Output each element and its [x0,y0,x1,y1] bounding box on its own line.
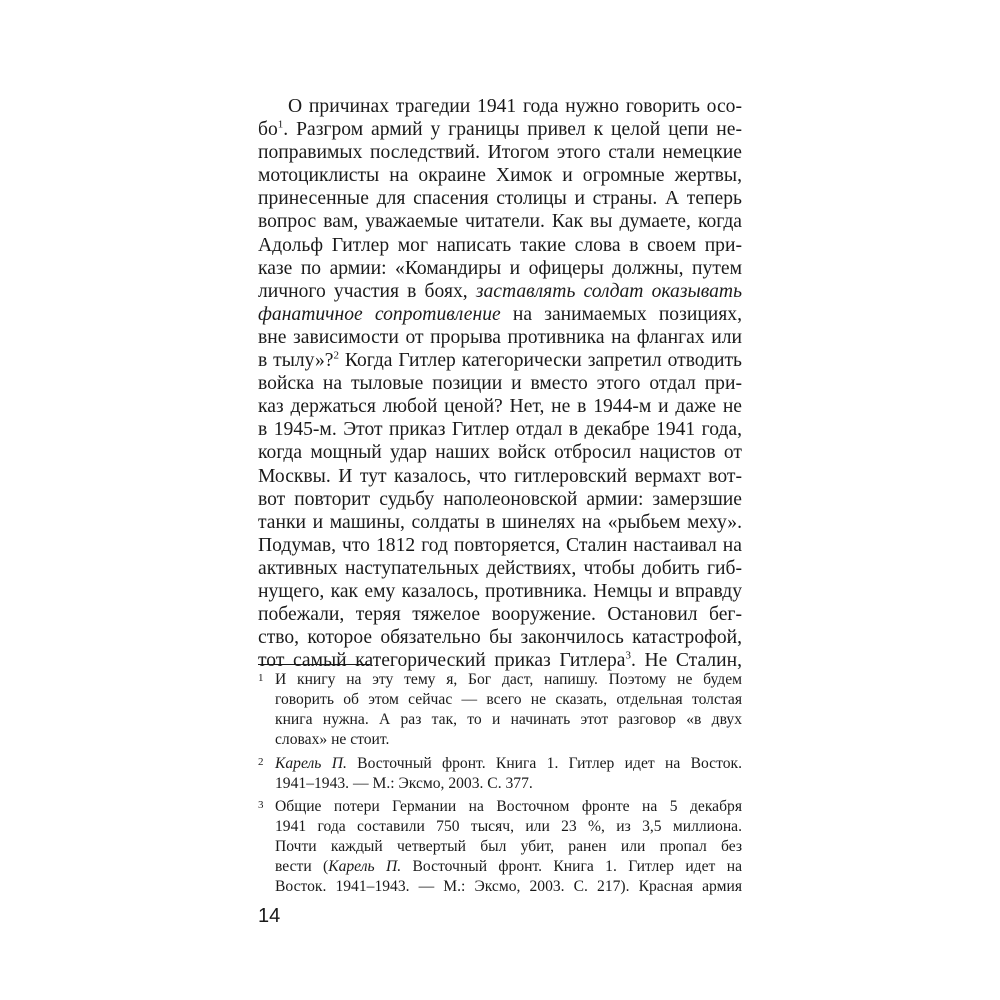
footnote-line: вести (Карель П. Восточный фронт. Книга 1. Гитлер идет на [275,858,742,876]
text-line: поправимых последствий. Итогом этого стали немецкие [258,142,742,164]
footnote-line: Общие потери Германии на Восточном фронте на 5 декабря [275,798,742,816]
footnote-number: 3 [258,799,264,812]
text-line: $бо^1$. Разгром армий у границы привел к целой цепи не- [258,118,742,141]
text-line: ство, которое обязательно бы закончилось катастрофой, [258,627,742,649]
footnote-ref-1[interactable]: 1 [277,118,284,131]
footnotes [258,670,742,901]
footnote-line: Почти каждый четвертый был убит, ранен или пропал без [275,838,742,856]
page-number: 14 [258,905,281,927]
text-line: казе по армии: «Командиры и офицеры должны, путем [258,257,742,279]
text-line: в тылу»?$^2$ Когда Гитлер категорически запретил отводить [258,349,742,372]
footnote-author: Карель П. [328,858,402,876]
footnote-1 [258,670,742,750]
text-line: фанатичное сопротивление на занимаемых позициях, [258,303,743,325]
text-line: каз держаться любой ценой? Нет, не в 1944-м и даже не [258,396,742,418]
footnote-line: И книгу на эту тему я, Бог даст, напишу. Поэтому не будем [275,671,742,688]
text-line: тот самый категорический приказ Гитлера$^3$. Не Сталин, [258,649,742,672]
footnote-line: книга нужна. А раз так, то и начинать этот разговор «в двух [275,710,742,728]
footnote-line: 1941–1943. — М.: Эксмо, 2003. С. 377. [275,774,533,792]
main-text [258,95,742,672]
text-line: вот повторит судьбу наполеоновской армии: замерзшие [258,488,742,510]
text-line: Москвы. И тут казалось, что гитлеровский вермахт вот- [258,465,742,487]
footnote-divider [258,664,370,665]
emphasis-text: фанатичное сопротивление [258,303,501,325]
text-line: личного участия в боях, заставлять солдат оказывать [258,280,743,302]
footnote-3 [258,797,742,897]
text-line: принесенные для спасения столицы и страны. А теперь [258,188,742,210]
text-line: активных наступательных действиях, чтобы добить гиб- [258,557,742,579]
text-line: мотоциклисты на окраине Химок и огромные жертвы, [258,165,742,187]
footnote-ref-3[interactable]: 3 [625,649,631,662]
text-line: побежали, теряя тяжелое вооружение. Остановил бег- [258,604,742,626]
footnote-author: Карель П. [275,754,347,772]
text-line: в 1945-м. Этот приказ Гитлер отдал в декабре 1941 года, [258,419,742,441]
text-line: вне зависимости от прорыва противника на флангах или [258,326,742,348]
text-line: Адольф Гитлер мог написать такие слова в своем при- [258,234,742,256]
footnote-line: Восток. 1941–1943. — М.: Эксмо, 2003. С. 217). Красная армия [275,878,742,896]
footnote-line: Карель П. Восточный фронт. Книга 1. Гитлер идет на Восток. [275,754,742,772]
text-line: танки и машины, солдаты в шинелях на «рыбьем меху». [258,511,742,533]
footnote-number: 1 [258,672,264,684]
text-line: нущего, как ему казалось, противника. Немцы и вправду [258,580,742,602]
footnote-line: говорить об этом сейчас — всего не сказать, отдельная толстая [275,690,742,708]
text-line: Подумав, что 1812 год повторяется, Сталин настаивал на [258,534,742,556]
footnote-number: 2 [258,755,264,768]
footnote-line: словах» не стоит. [275,730,390,748]
footnote-line: 1941 года составили 750 тысяч, или 23 %, из 3,5 миллиона. [275,818,742,836]
text-line: войска на тыловые позиции и вместо этого отдал при- [258,373,742,395]
text-line: О причинах трагедии 1941 года нужно говорить осо- [288,96,742,117]
footnote-2 [258,754,742,794]
text-line: когда мощный удар наших войск отбросил нацистов от [258,442,742,464]
footnote-ref-2[interactable]: 2 [333,349,339,362]
text-line: вопрос вам, уважаемые читатели. Как вы думаете, когда [258,211,742,233]
emphasis-text: заставлять солдат оказывать [475,280,743,302]
